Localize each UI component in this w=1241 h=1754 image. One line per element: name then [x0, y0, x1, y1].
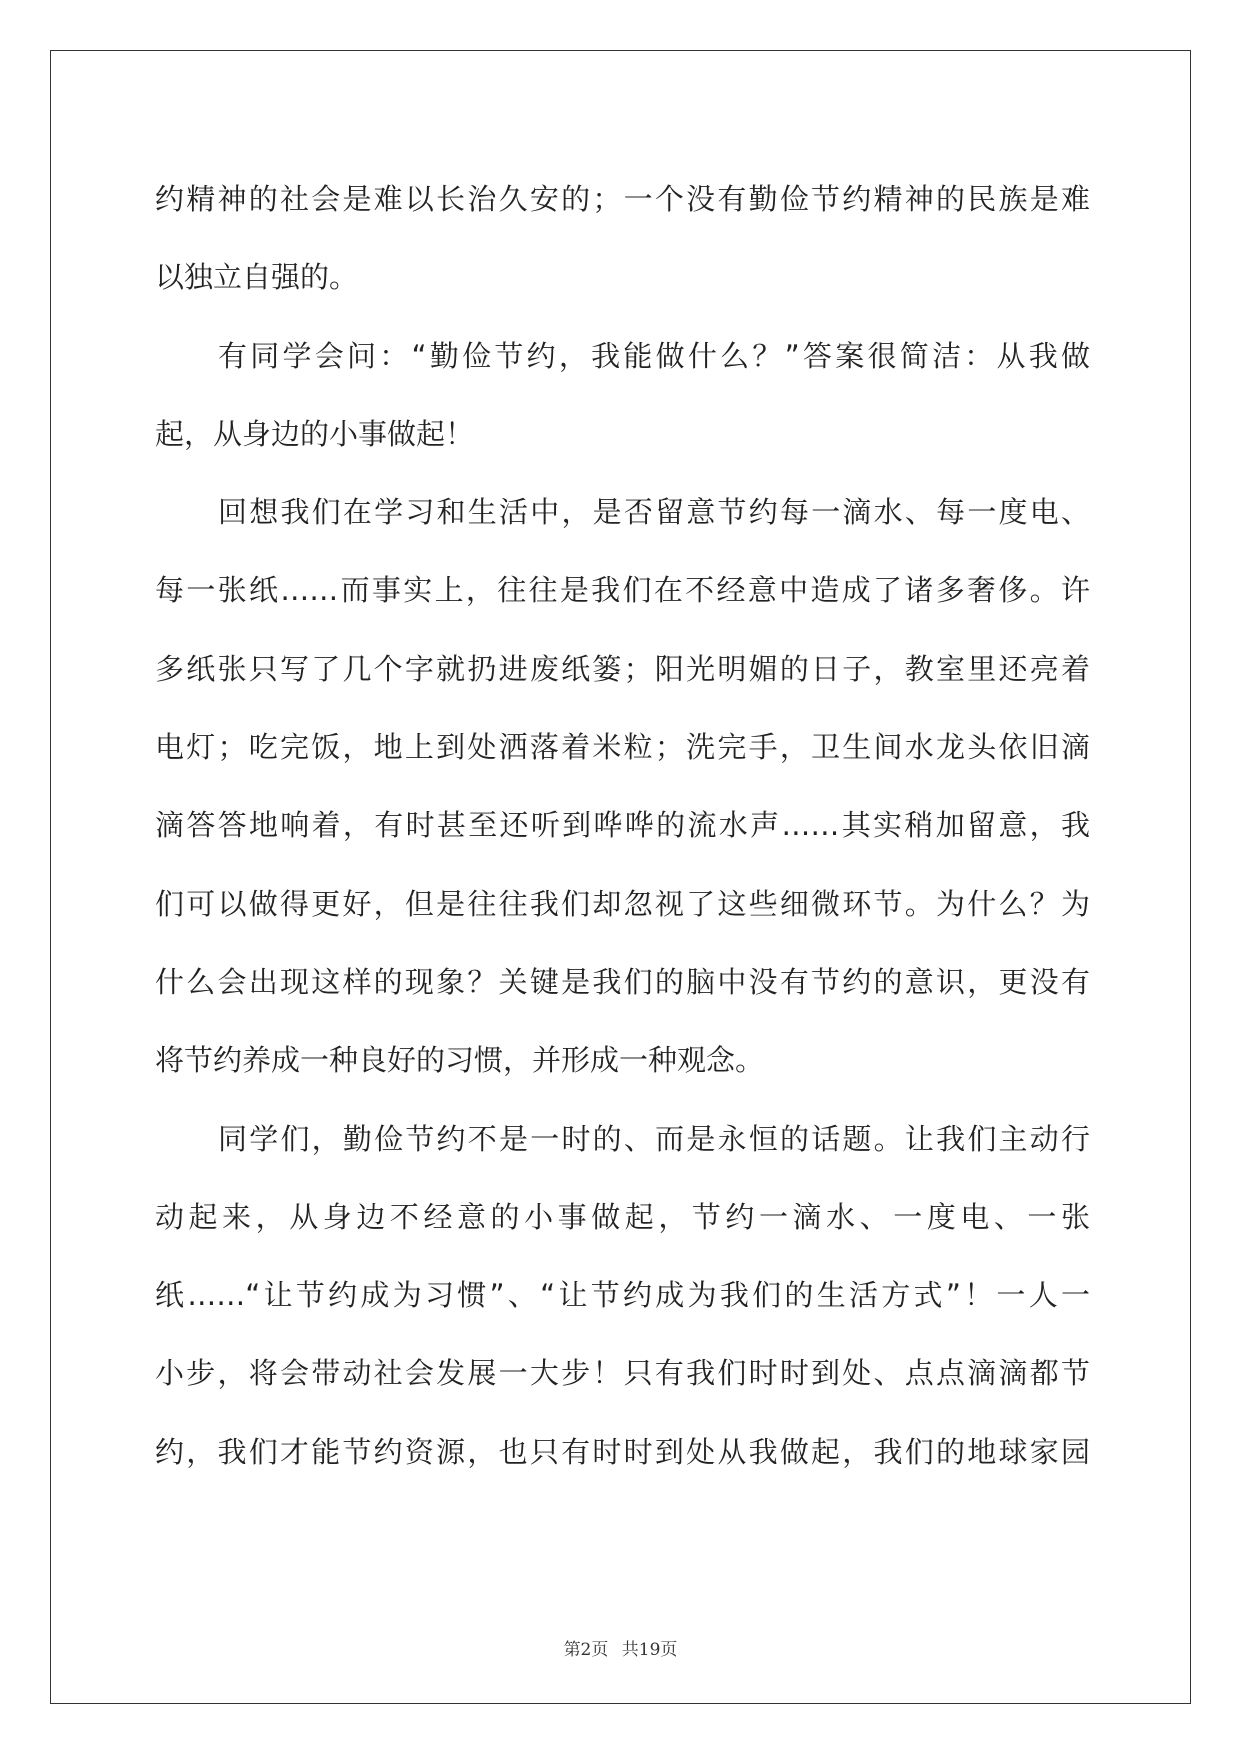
text-line: 起，从身边的小事做起！ [155, 416, 475, 451]
text-line: 电灯；吃完饭，地上到处洒落着米粒；洗完手，卫生间水龙头依旧滴 [155, 730, 1090, 765]
text-line: 同学们，勤俭节约不是一时的、而是永恒的话题。让我们主动行 [218, 1121, 1090, 1156]
text-line: 纸……“让节约成为习惯”、“让节约成为我们的生活方式”！一人一 [155, 1278, 1090, 1313]
text-line: 回想我们在学习和生活中，是否留意节约每一滴水、每一度电、 [218, 495, 1090, 530]
text-line: 约精神的社会是难以长治久安的；一个没有勤俭节约精神的民族是难 [155, 182, 1090, 216]
text-line: 有同学会问：“勤俭节约，我能做什么？”答案很简洁：从我做 [218, 338, 1090, 373]
text-line: 们可以做得更好，但是往往我们却忽视了这些细微环节。为什么？为 [155, 886, 1090, 921]
page-footer [0, 1635, 1241, 1660]
text-line: 滴答答地响着，有时甚至还听到哗哗的流水声……其实稍加留意，我 [155, 808, 1090, 843]
page-total: 共19页 [621, 1640, 678, 1660]
text-line: 以独立自强的。 [155, 260, 359, 295]
text-line: 约，我们才能节约资源，也只有时时到处从我做起，我们的地球家园 [155, 1434, 1090, 1469]
text-line: 什么会出现这样的现象？关键是我们的脑中没有节约的意识，更没有 [155, 964, 1090, 999]
page-number: 第2页 [563, 1640, 609, 1660]
document-body [155, 160, 1090, 1491]
text-line: 动起来，从身边不经意的小事做起，节约一滴水、一度电、一张 [155, 1199, 1090, 1234]
text-line: 将节约养成一种良好的习惯，并形成一种观念。 [155, 1043, 765, 1078]
text-line: 每一张纸……而事实上，往往是我们在不经意中造成了诸多奢侈。许 [155, 573, 1090, 608]
text-line: 小步，将会带动社会发展一大步！只有我们时时到处、点点滴滴都节 [155, 1356, 1090, 1391]
text-line: 多纸张只写了几个字就扔进废纸篓；阳光明媚的日子，教室里还亮着 [155, 651, 1090, 686]
